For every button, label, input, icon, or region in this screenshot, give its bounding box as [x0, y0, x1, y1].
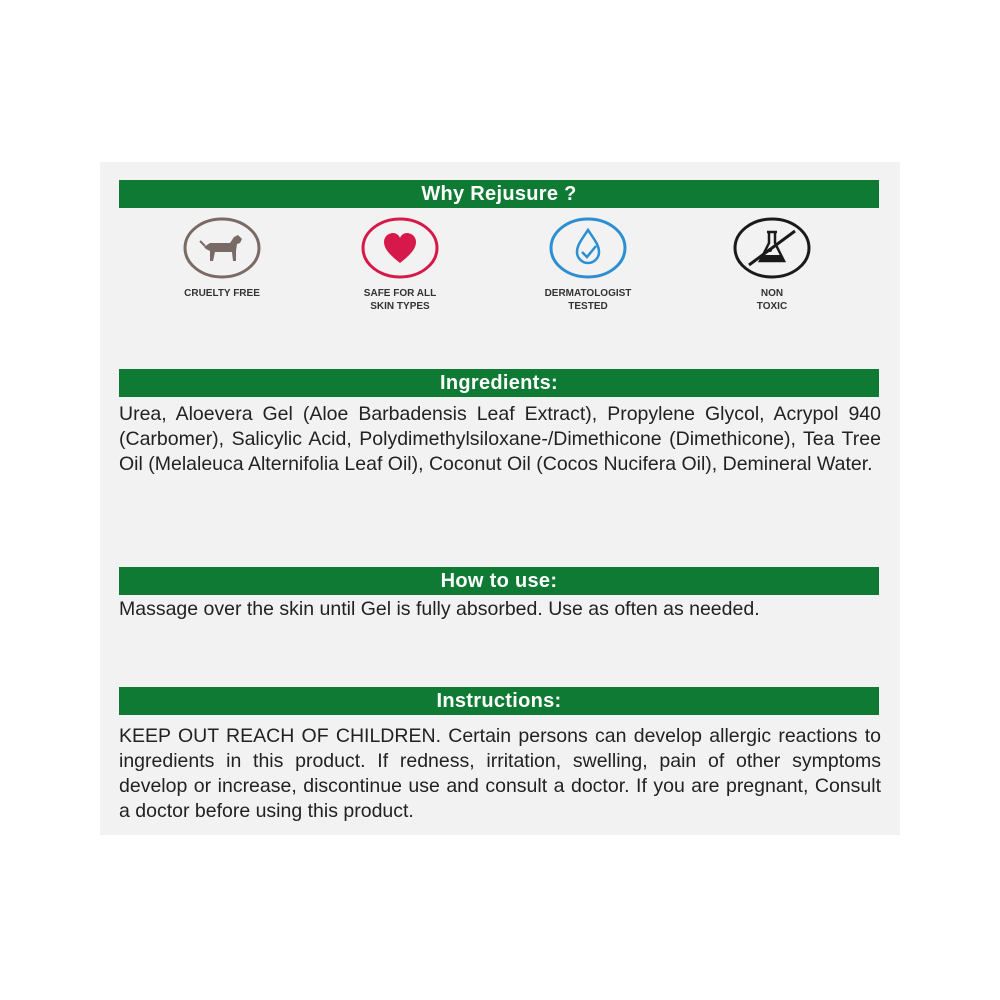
no-flask-icon — [732, 217, 812, 279]
heart-icon — [360, 217, 440, 279]
features-row — [119, 217, 879, 327]
feature-cruelty-free — [142, 217, 302, 300]
feature-label: CRUELTY FREE — [184, 288, 260, 299]
product-info-panel — [100, 162, 900, 835]
feature-non-toxic — [692, 217, 852, 313]
feature-dermatologist — [508, 217, 668, 313]
feature-safe-skin — [320, 217, 480, 313]
dog-icon — [182, 217, 262, 279]
feature-label: NON TOXIC — [756, 288, 788, 312]
instructions-text: KEEP OUT REACH OF CHILDREN. Certain persons can develop allergic reactions to ingredients in this product. If redness, irritation, swelling, pain of other symptoms develop or increase, discontinue use and consult a doctor. If you are pregnant, Consult a doctor before using this product. — [119, 725, 881, 822]
instructions-heading: Instructions: — [119, 687, 879, 715]
ingredients-heading: Ingredients: — [119, 369, 879, 397]
how-to-use-text: Massage over the skin until Gel is fully absorbed. Use as often as needed. — [119, 598, 760, 620]
why-heading: Why Rejusure ? — [119, 180, 879, 208]
droplet-check-icon — [548, 217, 628, 279]
ingredients-text: Urea, Aloevera Gel (Aloe Barbadensis Leaf Extract), Propylene Glycol, Acrypol 940 (Carbomer), Salicylic Acid, Polydimethylsiloxane-/Dimethicone (Dimethicone), Tea Tree Oil (Melaleuca Alternifolia Leaf Oil), Coconut Oil (Cocos Nucifera Oil), Demineral Water. — [119, 403, 881, 475]
feature-label: SAFE FOR ALL SKIN TYPES — [363, 288, 437, 312]
feature-label: DERMATOLOGIST TESTED — [544, 288, 632, 312]
how-to-use-heading: How to use: — [119, 567, 879, 595]
